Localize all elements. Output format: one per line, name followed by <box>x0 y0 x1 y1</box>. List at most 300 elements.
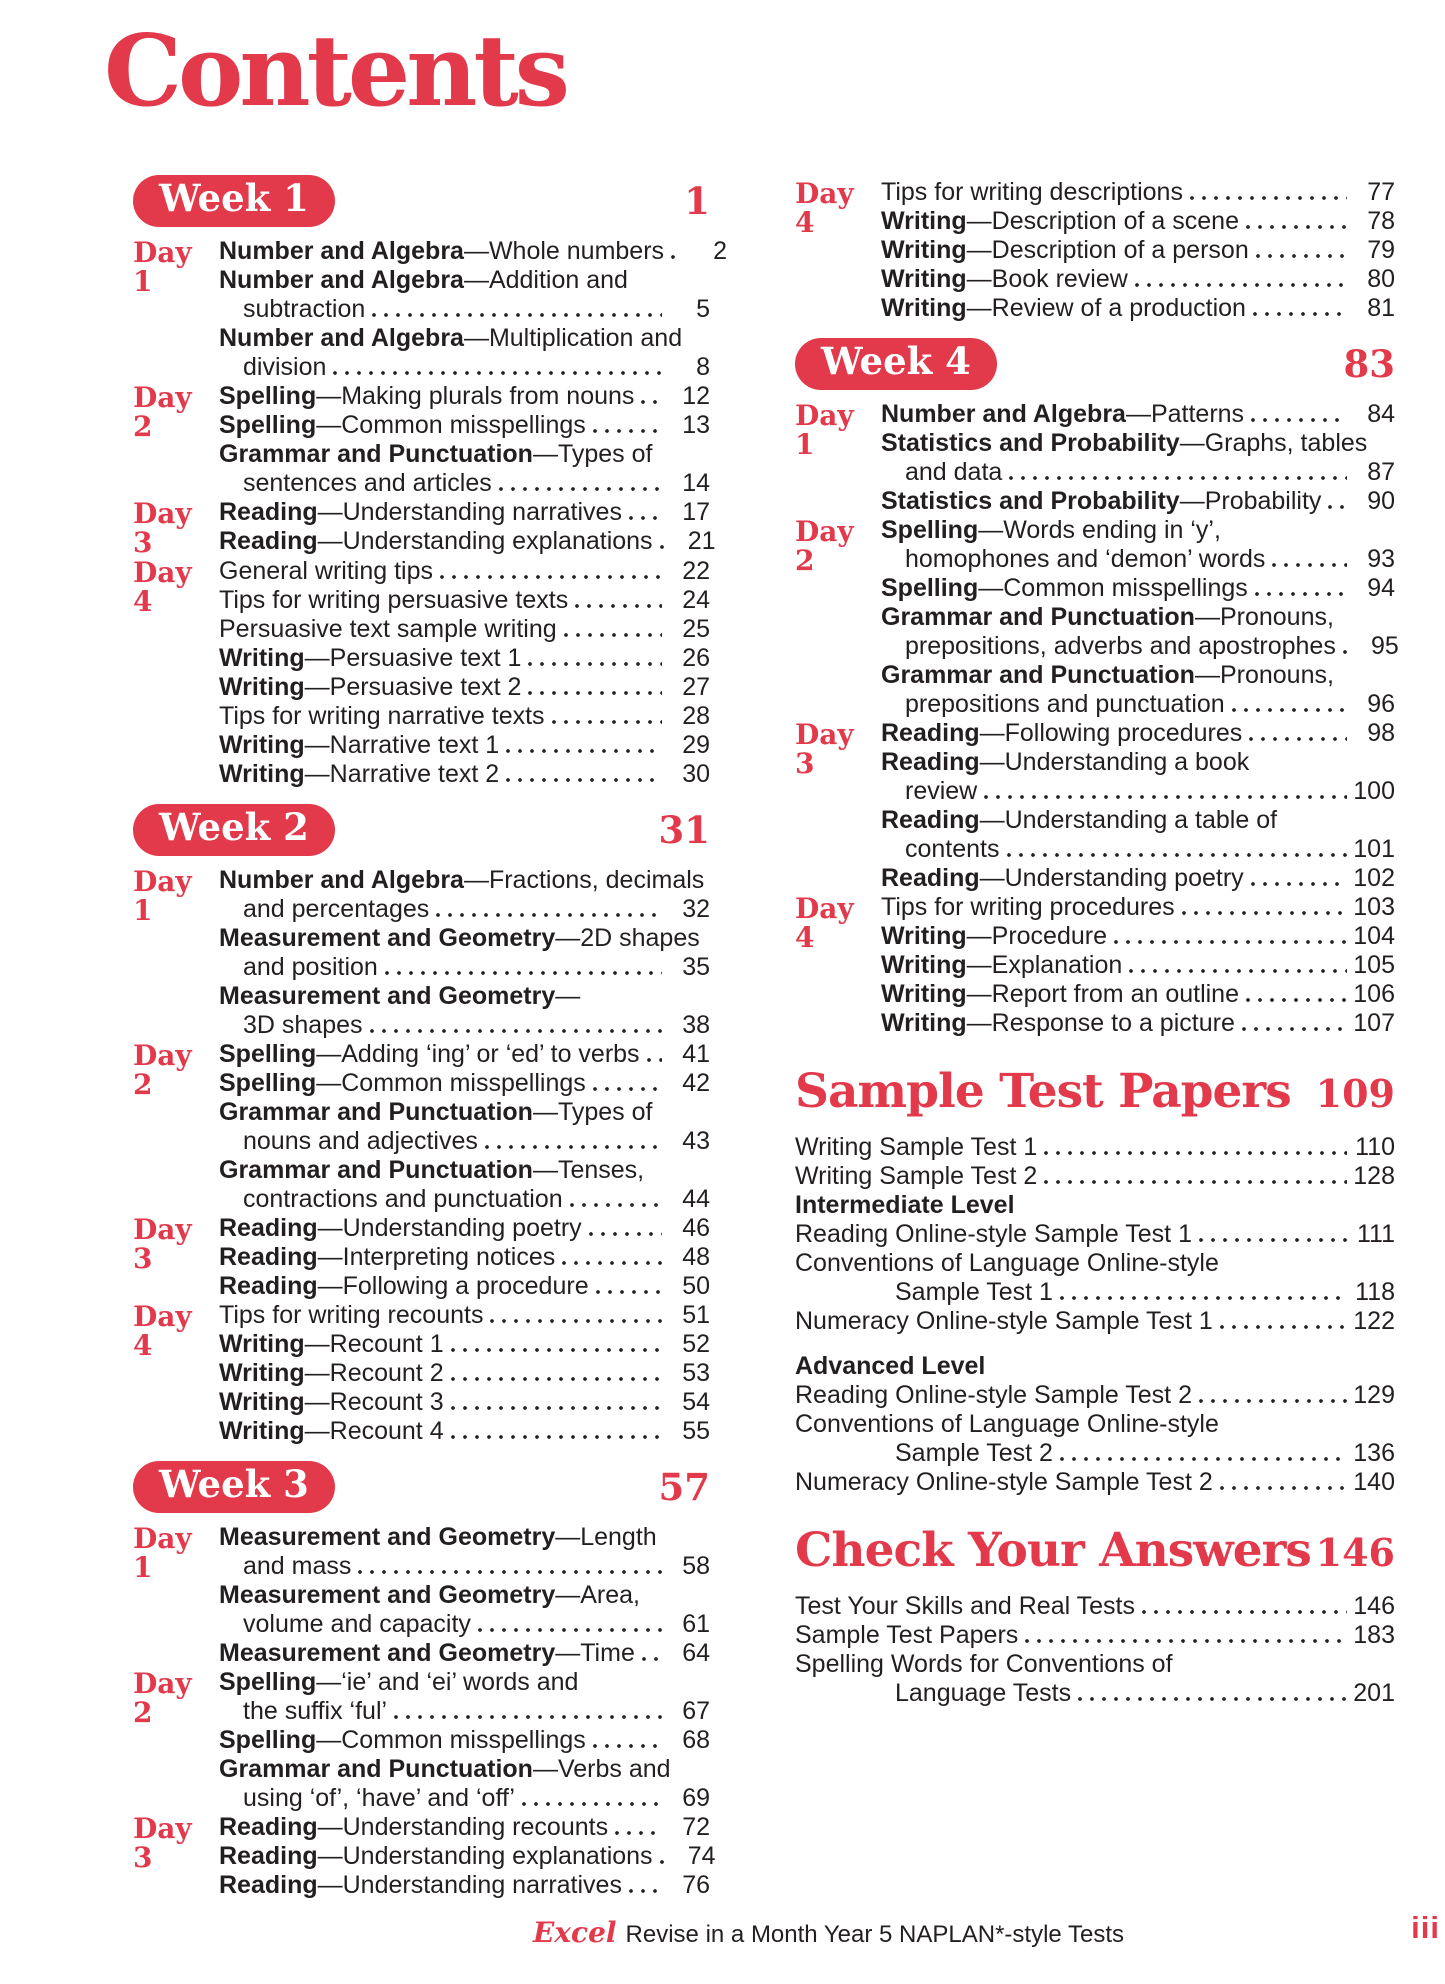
footer <box>533 1916 1124 1949</box>
toc-entry <box>795 1650 1395 1679</box>
toc-entry <box>881 835 1395 864</box>
day-label: Day 4 <box>795 892 854 954</box>
day-group <box>133 1812 716 1900</box>
toc-entry <box>219 1098 710 1127</box>
entry-text: Writing—Description of a scene <box>881 207 1239 235</box>
entry-text: Writing—Description of a person <box>881 236 1249 264</box>
toc-entry <box>219 644 710 673</box>
toc-entry <box>881 516 1395 545</box>
entry-text: Grammar and Punctuation—Types of <box>219 1098 653 1126</box>
toc-entry <box>219 440 710 469</box>
day-group <box>133 1301 710 1446</box>
entry-page-number: 5 <box>696 295 710 323</box>
toc-entry <box>219 324 710 353</box>
day-entries <box>219 1668 710 1813</box>
toc-entry <box>219 1871 710 1900</box>
entry-text: Measurement and Geometry—Area, <box>219 1581 640 1609</box>
entry-text: Measurement and Geometry— <box>219 982 581 1010</box>
toc-entry <box>219 615 710 644</box>
dot-leader <box>1114 940 1347 944</box>
entry-text: Number and Algebra—Fractions, decimals <box>219 866 705 894</box>
left-column <box>133 160 728 1900</box>
section-header-row <box>795 1064 1395 1119</box>
toc-entry <box>881 864 1395 893</box>
entry-text: Spelling—‘ie’ and ‘ei’ words and <box>219 1668 579 1696</box>
entry-text: Reading—Following procedures <box>881 719 1243 747</box>
entry-page-number: 111 <box>1356 1220 1395 1248</box>
toc-entry <box>219 527 716 556</box>
entry-page-number: 98 <box>1367 719 1395 747</box>
entry-page-number: 122 <box>1353 1307 1395 1335</box>
dot-leader <box>593 429 662 433</box>
toc-entry <box>219 1272 710 1301</box>
day-group <box>133 497 716 559</box>
toc-entry <box>881 893 1395 922</box>
day-label: Day 1 <box>133 865 192 927</box>
day-group <box>795 400 1395 516</box>
entry-text: Sample Test Papers <box>795 1621 1019 1649</box>
dot-leader <box>490 1319 662 1323</box>
day-label: Day 4 <box>133 1300 192 1362</box>
day-entries <box>219 557 710 789</box>
day-entries <box>219 1813 716 1900</box>
entry-text: Reading Online-style Sample Test 1 <box>795 1220 1192 1248</box>
entry-page-number: 107 <box>1353 1009 1395 1037</box>
toc-entry <box>795 1621 1395 1650</box>
toc-entry <box>219 411 710 440</box>
dot-leader <box>1246 998 1347 1002</box>
entry-page-number: 94 <box>1367 574 1395 602</box>
entry-text: Writing—Review of a production <box>881 294 1246 322</box>
toc-entry <box>219 1127 710 1156</box>
day-group <box>795 893 1395 1038</box>
entry-page-number: 41 <box>682 1040 710 1068</box>
dot-leader <box>562 1261 662 1265</box>
day-label: Day 1 <box>133 1522 192 1584</box>
entry-page-number: 77 <box>1367 178 1395 206</box>
dot-leader <box>1009 476 1347 480</box>
week-page-number: 1 <box>684 179 710 223</box>
dot-leader <box>984 795 1347 799</box>
dot-leader <box>1251 882 1347 886</box>
dot-leader <box>1255 592 1347 596</box>
entry-text: Spelling—Common misspellings <box>881 574 1248 602</box>
dot-leader <box>1135 283 1347 287</box>
entry-text: Writing Sample Test 1 <box>795 1133 1038 1161</box>
toc-entry <box>881 603 1395 632</box>
entry-page-number: 22 <box>682 557 710 585</box>
entry-text: Numeracy Online-style Sample Test 1 <box>795 1307 1213 1335</box>
entry-page-number: 105 <box>1353 951 1395 979</box>
dot-leader <box>593 1744 662 1748</box>
day-group <box>795 515 1399 719</box>
dot-leader <box>596 1290 662 1294</box>
day-group <box>133 1214 710 1301</box>
entry-text: and position <box>243 953 378 981</box>
entry-text: Statistics and Probability—Graphs, tables <box>881 429 1368 457</box>
toc-entry <box>881 951 1395 980</box>
toc-entry <box>219 1726 710 1755</box>
day-entries <box>881 400 1395 516</box>
entry-text: Statistics and Probability—Probability <box>881 487 1322 515</box>
entry-page-number: 67 <box>682 1697 710 1725</box>
dot-leader <box>478 1628 662 1632</box>
entry-text: Reading—Interpreting notices <box>219 1243 556 1271</box>
day-label: Day 1 <box>133 236 192 298</box>
toc-entry <box>881 400 1395 429</box>
week-badge: Week 1 <box>133 175 335 227</box>
toc-entry <box>219 1156 710 1185</box>
dot-leader <box>570 1203 662 1207</box>
toc-entry <box>881 632 1399 661</box>
entry-text: using ‘of’, ‘have’ and ‘off’ <box>243 1784 515 1812</box>
day-entries <box>219 1214 710 1301</box>
entry-page-number: 2 <box>713 237 728 265</box>
dot-leader <box>528 691 662 695</box>
entry-text: and mass <box>243 1552 352 1580</box>
toc-entry <box>881 719 1395 748</box>
entry-text: Sample Test 2 <box>895 1439 1053 1467</box>
week-page-number: 31 <box>658 808 710 852</box>
section-page-number: 109 <box>1315 1071 1395 1116</box>
toc-entry <box>219 1639 710 1668</box>
toc-entry <box>795 1679 1395 1708</box>
toc-entry <box>219 1243 710 1272</box>
toc-entry <box>795 1278 1395 1307</box>
entry-page-number: 51 <box>682 1301 710 1329</box>
dot-leader <box>522 1802 662 1806</box>
entry-page-number: 81 <box>1367 294 1395 322</box>
entry-page-number: 146 <box>1353 1592 1395 1620</box>
entry-page-number: 140 <box>1353 1468 1395 1496</box>
day-group <box>133 382 710 498</box>
entry-text: volume and capacity <box>243 1610 471 1638</box>
entry-text: Number and Algebra—Patterns <box>881 400 1245 428</box>
day-entries <box>219 1040 710 1214</box>
dot-leader <box>552 720 662 724</box>
week-header-row <box>795 337 1395 391</box>
entry-page-number: 68 <box>682 1726 710 1754</box>
toc-entry <box>795 1249 1395 1278</box>
entry-page-number: 25 <box>682 615 710 643</box>
dot-leader <box>629 1889 662 1893</box>
toc-entry <box>219 1610 710 1639</box>
toc-entry <box>219 586 710 615</box>
entry-text: prepositions and punctuation <box>905 690 1225 718</box>
entry-page-number: 42 <box>682 1069 710 1097</box>
entry-text: contractions and punctuation <box>243 1185 563 1213</box>
entry-text: Number and Algebra—Multiplication and <box>219 324 683 352</box>
entry-text: Tips for writing narrative texts <box>219 702 545 730</box>
day-label: Day 4 <box>795 177 854 239</box>
entry-page-number: 78 <box>1367 207 1395 235</box>
dot-leader <box>394 1715 662 1719</box>
entry-text: Reading—Understanding a table of <box>881 806 1278 834</box>
dot-leader <box>1044 1151 1347 1155</box>
week-badge: Week 4 <box>795 338 997 390</box>
toc-entry <box>219 1697 710 1726</box>
entry-page-number: 27 <box>682 673 710 701</box>
dot-leader <box>1007 853 1347 857</box>
dot-leader <box>385 971 662 975</box>
toc-entry <box>881 980 1395 1009</box>
entry-page-number: 103 <box>1353 893 1395 921</box>
entry-text: Spelling—Making plurals from nouns <box>219 382 635 410</box>
entry-text: Measurement and Geometry—Time <box>219 1639 635 1667</box>
entry-page-number: 17 <box>682 498 710 526</box>
day-label: Day 3 <box>133 1812 192 1874</box>
toc-entry <box>219 295 710 324</box>
toc-entry <box>795 1191 1395 1220</box>
toc-entry <box>219 1813 710 1842</box>
section-header-row <box>795 1523 1395 1578</box>
day-entries <box>881 516 1399 719</box>
entry-text: Writing—Recount 3 <box>219 1388 444 1416</box>
week-page-number: 83 <box>1343 342 1395 386</box>
toc-entry <box>219 1185 710 1214</box>
entry-text: Writing—Recount 1 <box>219 1330 444 1358</box>
entry-text: Writing—Narrative text 2 <box>219 760 500 788</box>
day-entries <box>219 498 716 557</box>
entry-page-number: 12 <box>682 382 710 410</box>
dot-leader <box>593 1087 662 1091</box>
footer-book-title: Revise in a Month Year 5 NAPLAN*-style Tests <box>625 1921 1125 1948</box>
toc-entry <box>219 895 710 924</box>
toc-entry <box>795 1410 1395 1439</box>
dot-leader <box>372 313 662 317</box>
toc-entry <box>219 673 710 702</box>
entry-text: Writing—Recount 4 <box>219 1417 444 1445</box>
entry-text: Writing—Book review <box>881 265 1128 293</box>
entry-text: division <box>243 353 327 381</box>
dot-leader <box>1220 1486 1347 1490</box>
entry-text: Writing—Report from an outline <box>881 980 1239 1008</box>
entry-text: Intermediate Level <box>795 1191 1015 1219</box>
dot-leader <box>660 1860 668 1864</box>
entry-page-number: 72 <box>682 1813 710 1841</box>
entry-text: Language Tests <box>895 1679 1072 1707</box>
dot-leader <box>1182 911 1347 915</box>
toc-entry <box>881 487 1395 516</box>
toc-entry <box>219 1301 710 1330</box>
toc-entry <box>219 1069 710 1098</box>
toc-entry <box>881 178 1395 207</box>
dot-leader <box>1253 312 1347 316</box>
toc-entry <box>219 924 710 953</box>
folio-page-number: iii <box>1411 1910 1440 1945</box>
entry-page-number: 104 <box>1353 922 1395 950</box>
entry-page-number: 29 <box>682 731 710 759</box>
day-entries <box>881 893 1395 1038</box>
toc-entry <box>219 498 710 527</box>
toc-entry <box>881 748 1395 777</box>
entry-text: Reading—Understanding explanations <box>219 527 653 555</box>
entry-page-number: 58 <box>682 1552 710 1580</box>
toc-entry <box>795 1133 1395 1162</box>
spacer <box>795 1336 1395 1352</box>
entry-page-number: 102 <box>1353 864 1395 892</box>
day-label: Day 2 <box>795 515 854 577</box>
entry-text: Reading—Understanding recounts <box>219 1813 609 1841</box>
entry-text: subtraction <box>243 295 366 323</box>
entry-text: Tips for writing persuasive texts <box>219 586 569 614</box>
dot-leader <box>358 1570 662 1574</box>
entry-page-number: 69 <box>682 1784 710 1812</box>
entry-text: Measurement and Geometry—Length <box>219 1523 657 1551</box>
dot-leader <box>1251 418 1347 422</box>
dot-leader <box>370 1029 662 1033</box>
week-header-row <box>133 1460 710 1514</box>
day-entries <box>881 719 1395 893</box>
toc-entry <box>881 777 1395 806</box>
week-badge: Week 3 <box>133 1461 335 1513</box>
entry-text: Spelling—Words ending in ‘y’, <box>881 516 1221 544</box>
toc-entry <box>219 1842 716 1871</box>
toc-entry <box>881 294 1395 323</box>
day-group <box>795 178 1395 323</box>
day-group <box>133 1668 710 1813</box>
entry-text: Test Your Skills and Real Tests <box>795 1592 1136 1620</box>
entry-page-number: 8 <box>696 353 710 381</box>
dot-leader <box>1129 969 1347 973</box>
entry-text: Spelling—Adding ‘ing’ or ‘ed’ to verbs <box>219 1040 640 1068</box>
day-label: Day 1 <box>795 399 854 461</box>
dot-leader <box>1242 1027 1347 1031</box>
dot-leader <box>451 1377 662 1381</box>
dot-leader <box>1249 737 1347 741</box>
toc-entry <box>219 760 710 789</box>
toc-entry <box>795 1381 1395 1410</box>
entry-page-number: 61 <box>682 1610 710 1638</box>
entry-text: Advanced Level <box>795 1352 986 1380</box>
entry-page-number: 93 <box>1367 545 1395 573</box>
entry-page-number: 55 <box>682 1417 710 1445</box>
day-entries <box>219 1301 710 1446</box>
dot-leader <box>451 1348 662 1352</box>
entry-text: Spelling—Common misspellings <box>219 1726 586 1754</box>
entry-text: homophones and ‘demon’ words <box>905 545 1266 573</box>
entry-text: Writing—Narrative text 1 <box>219 731 500 759</box>
entry-page-number: 44 <box>682 1185 710 1213</box>
toc-entry <box>219 982 710 1011</box>
dot-leader <box>615 1831 662 1835</box>
day-entries <box>219 382 710 498</box>
toc-entry <box>881 574 1395 603</box>
toc-entry <box>881 690 1395 719</box>
week-header-row <box>133 803 710 857</box>
entry-text: Grammar and Punctuation—Tenses, <box>219 1156 645 1184</box>
toc-entry <box>219 237 728 266</box>
toc-entry <box>219 1552 710 1581</box>
entry-page-number: 14 <box>682 469 710 497</box>
entry-page-number: 21 <box>687 527 716 555</box>
toc-entry <box>219 382 710 411</box>
entry-text: Grammar and Punctuation—Pronouns, <box>881 603 1334 631</box>
dot-leader <box>1246 225 1347 229</box>
entry-list <box>795 1592 1395 1708</box>
day-label: Day 3 <box>795 718 854 780</box>
day-group <box>133 236 728 382</box>
toc-entry <box>219 1011 710 1040</box>
brand-logo-text: Excel <box>533 1916 617 1949</box>
entry-text: the suffix ‘ful’ <box>243 1697 388 1725</box>
entry-text: contents <box>905 835 1000 863</box>
entry-page-number: 76 <box>682 1871 710 1899</box>
entry-text: Conventions of Language Online-style <box>795 1410 1219 1438</box>
day-label: Day 2 <box>133 1667 192 1729</box>
dot-leader <box>1199 1238 1347 1242</box>
entry-text: and percentages <box>243 895 430 923</box>
day-group <box>133 866 710 1040</box>
entry-text: Tips for writing procedures <box>881 893 1175 921</box>
dot-leader <box>629 516 662 520</box>
week-header-row <box>133 174 710 228</box>
entry-text: Reading—Understanding poetry <box>881 864 1244 892</box>
entry-text: Conventions of Language Online-style <box>795 1249 1219 1277</box>
day-label: Day 4 <box>133 556 192 618</box>
toc-entry <box>795 1307 1395 1336</box>
dot-leader <box>528 662 662 666</box>
day-label: Day 3 <box>133 1213 192 1275</box>
entry-page-number: 128 <box>1353 1162 1395 1190</box>
entry-page-number: 43 <box>682 1127 710 1155</box>
toc-entry <box>219 353 710 382</box>
section-title: Sample Test Papers <box>795 1064 1291 1119</box>
toc-entry <box>795 1220 1395 1249</box>
entry-page-number: 129 <box>1353 1381 1395 1409</box>
dot-leader <box>485 1145 662 1149</box>
section-title: Check Your Answers <box>795 1523 1311 1578</box>
toc-entry <box>881 236 1395 265</box>
dot-leader <box>506 778 662 782</box>
entry-text: Reading—Understanding poetry <box>219 1214 582 1242</box>
toc-entry <box>219 1330 710 1359</box>
entry-page-number: 35 <box>682 953 710 981</box>
entry-text: 3D shapes <box>243 1011 363 1039</box>
entry-text: Reading—Understanding narratives <box>219 498 622 526</box>
toc-entry <box>881 458 1395 487</box>
dot-leader <box>1142 1610 1347 1614</box>
entry-page-number: 28 <box>682 702 710 730</box>
toc-entry <box>219 702 710 731</box>
toc-entry <box>795 1162 1395 1191</box>
entry-text: Tips for writing descriptions <box>881 178 1183 206</box>
day-group <box>133 1523 710 1668</box>
toc-entry <box>219 1523 710 1552</box>
entry-page-number: 96 <box>1367 690 1395 718</box>
entry-text: Reading—Understanding explanations <box>219 1842 653 1870</box>
dot-leader <box>333 371 662 375</box>
entry-text: Writing—Recount 2 <box>219 1359 444 1387</box>
entry-page-number: 30 <box>682 760 710 788</box>
dot-leader <box>451 1406 662 1410</box>
entry-page-number: 48 <box>682 1243 710 1271</box>
entry-text: Writing—Procedure <box>881 922 1107 950</box>
entry-text: Grammar and Punctuation—Verbs and <box>219 1755 671 1783</box>
entry-list <box>795 1133 1395 1336</box>
entry-page-number: 100 <box>1353 777 1395 805</box>
toc-entry <box>881 545 1395 574</box>
dot-leader <box>1199 1399 1347 1403</box>
entry-page-number: 79 <box>1367 236 1395 264</box>
toc-entry <box>219 1784 710 1813</box>
dot-leader <box>1078 1697 1347 1701</box>
day-label: Day 2 <box>133 381 192 443</box>
entry-text: Spelling—Common misspellings <box>219 1069 586 1097</box>
toc-entry <box>219 557 710 586</box>
entry-text: Numeracy Online-style Sample Test 2 <box>795 1468 1213 1496</box>
entry-page-number: 106 <box>1353 980 1395 1008</box>
